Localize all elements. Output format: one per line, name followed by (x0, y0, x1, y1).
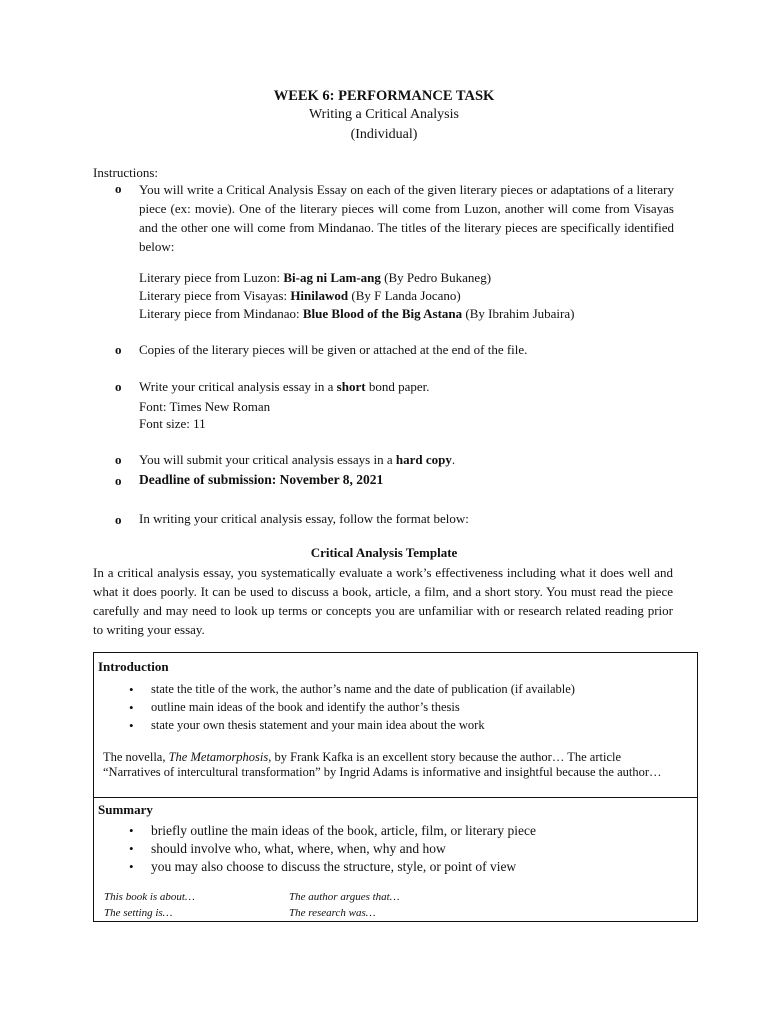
summary-phrase: The author argues that… (289, 891, 400, 903)
intro-bullet: outline main ideas of the book and identify the author’s thesis (151, 700, 460, 714)
bullet-marker: o (115, 379, 122, 394)
summary-bullet: should involve who, what, where, when, why and how (151, 841, 446, 856)
bullet-marker: o (115, 342, 122, 357)
literary-piece-mindanao (139, 305, 574, 323)
instruction-item-2: Copies of the literary pieces will be given or attached at the end of the file. (139, 342, 528, 357)
example-work-title: The Metamorphosis (168, 750, 269, 764)
instructions-label: Instructions: (93, 165, 158, 180)
summary-phrase: The setting is… (104, 907, 173, 919)
bullet-dot: • (129, 823, 134, 838)
template-description: In a critical analysis essay, you systematically evaluate a work’s effectiveness including what it does well and what it does poorly. It can be used to discuss a book, article, a film, and a short story. You must read the piece carefully and may need to look up terms or concepts you are unfamiliar with or research related reading prior to writing your essay. (93, 565, 673, 637)
intro-bullet: state your own thesis statement and your main idea about the work (151, 718, 485, 732)
piece-title: Hinilawod (290, 288, 349, 303)
summary-phrase: This book is about… (104, 891, 195, 903)
piece-prefix: Literary piece from Mindanao: (139, 306, 303, 321)
summary-box (93, 797, 698, 922)
task-mode: (Individual) (350, 127, 418, 142)
instruction-item-6: In writing your critical analysis essay, follow the format below: (139, 511, 469, 526)
bullet-dot: • (129, 841, 134, 856)
introduction-box (93, 652, 698, 798)
example-post: , by Frank Kafka is an excellent story because the author… The article “Narratives of intercultural transformation” by Ingrid Adams is informative and insightful because the author… (103, 750, 662, 779)
bullet-marker: o (115, 452, 122, 467)
literary-piece-visayas (139, 287, 461, 305)
piece-prefix: Literary piece from Luzon: (139, 270, 284, 285)
piece-author: (By Pedro Bukaneg) (380, 270, 492, 285)
bullet-dot: • (129, 859, 134, 874)
item4-pre: You will submit your critical analysis essays in a (139, 452, 396, 467)
deadline: Deadline of submission: November 8, 2021 (139, 472, 384, 487)
instruction-item-3 (139, 378, 429, 396)
item3-bold: short (336, 379, 366, 394)
literary-piece-luzon (139, 269, 491, 287)
font-requirement: Font: Times New Roman (139, 399, 271, 414)
introduction-example (103, 750, 663, 780)
piece-author: (By Ibrahim Jubaira) (462, 306, 575, 321)
instruction-item-1: You will write a Critical Analysis Essay on each of the given literary pieces or adaptations of a literary piece (ex: movie). One of the literary pieces will come from Luzon, another will come from Visayas and the other one will come from Mindanao. The titles of the literary pieces are specifically identified below: (139, 182, 674, 254)
item4-bold: hard copy (395, 452, 452, 467)
piece-title: Blue Blood of the Big Astana (302, 306, 463, 321)
instruction-item-4 (139, 451, 455, 469)
page-subtitle: Writing a Critical Analysis (309, 107, 459, 122)
page-title: WEEK 6: PERFORMANCE TASK (273, 88, 495, 104)
summary-heading: Summary (98, 802, 153, 817)
bullet-dot: • (129, 700, 134, 715)
bullet-dot: • (129, 718, 134, 733)
item3-post: bond paper. (365, 379, 430, 394)
bullet-marker: o (115, 181, 122, 196)
introduction-heading: Introduction (98, 659, 169, 674)
font-size-requirement: Font size: 11 (139, 416, 206, 431)
bullet-marker: o (115, 473, 122, 488)
summary-bullet: briefly outline the main ideas of the book, article, film, or literary piece (151, 823, 536, 838)
item3-pre: Write your critical analysis essay in a (139, 379, 337, 394)
summary-phrase: The research was… (289, 907, 376, 919)
intro-bullet: state the title of the work, the author’s name and the date of publication (if available) (151, 682, 575, 696)
template-title: Critical Analysis Template (310, 545, 458, 560)
piece-title: Bi-ag ni Lam-ang (283, 270, 381, 285)
bullet-dot: • (129, 682, 134, 697)
summary-bullet: you may also choose to discuss the structure, style, or point of view (151, 859, 517, 874)
bullet-marker: o (115, 512, 122, 527)
piece-prefix: Literary piece from Visayas: (139, 288, 291, 303)
item4-post: . (451, 452, 456, 467)
example-pre: The novella, (103, 750, 169, 764)
piece-author: (By F Landa Jocano) (348, 288, 461, 303)
